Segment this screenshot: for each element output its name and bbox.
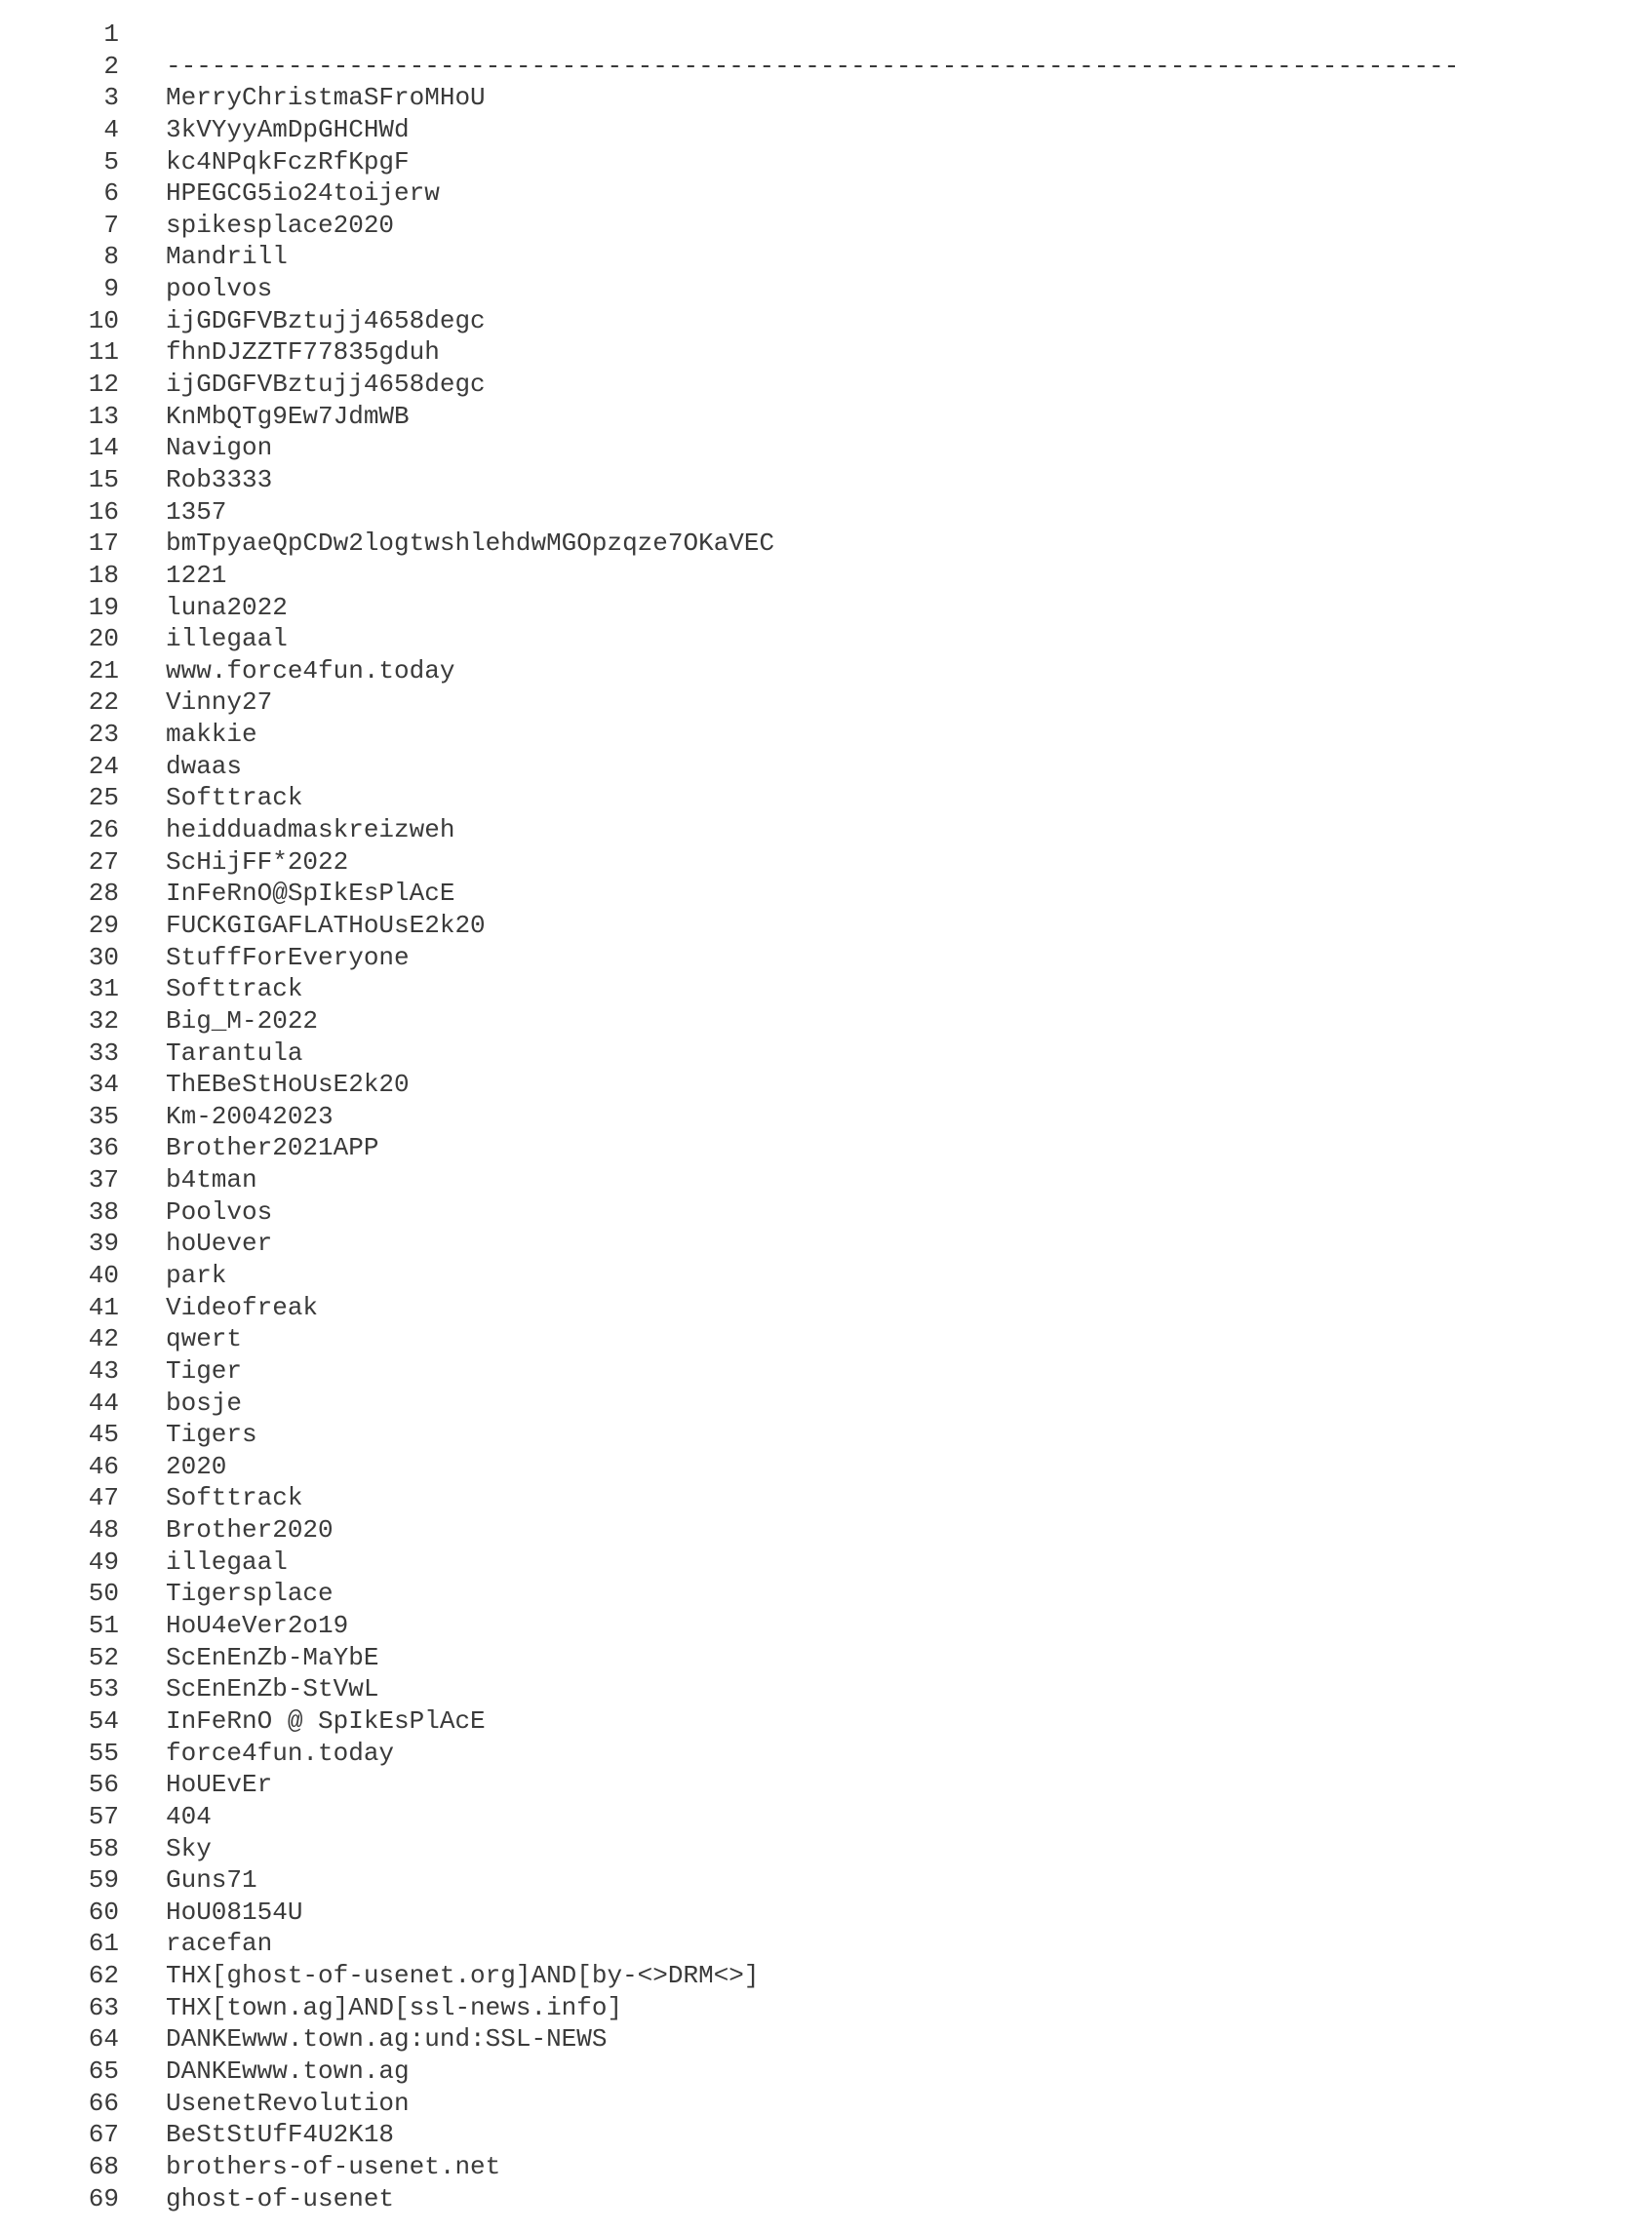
text-line — [0, 432, 1652, 464]
text-line — [0, 1738, 1652, 1770]
text-line — [0, 1388, 1652, 1420]
text-line — [0, 336, 1652, 369]
text-line — [0, 1578, 1652, 1610]
line-text: hoUever — [166, 1229, 273, 1259]
line-text: spikesplace2020 — [166, 210, 395, 240]
text-line — [0, 686, 1652, 719]
line-number: 28 — [88, 879, 119, 909]
line-number: 42 — [88, 1324, 119, 1354]
text-line — [0, 1038, 1652, 1070]
text-line — [0, 401, 1652, 433]
text-line — [0, 1705, 1652, 1738]
line-number: 21 — [88, 655, 119, 685]
line-text: Km-20042023 — [166, 1101, 334, 1131]
line-number: 10 — [88, 305, 119, 335]
line-number: 34 — [88, 1070, 119, 1100]
line-number: 61 — [88, 1929, 119, 1959]
line-number: 24 — [88, 751, 119, 781]
line-number: 60 — [88, 1897, 119, 1927]
text-line — [0, 846, 1652, 879]
text-line — [0, 2056, 1652, 2088]
text-line — [0, 1673, 1652, 1705]
text-line — [0, 2119, 1652, 2151]
line-number: 6 — [103, 178, 119, 209]
text-line — [0, 464, 1652, 496]
line-text: heidduadmaskreizweh — [166, 815, 455, 845]
text-line — [0, 273, 1652, 305]
line-number: 44 — [88, 1388, 119, 1418]
text-line — [0, 2088, 1652, 2120]
text-line — [0, 719, 1652, 751]
line-number: 2 — [103, 51, 119, 81]
line-text: ThEBeStHoUsE2k20 — [166, 1070, 410, 1100]
line-text: Sky — [166, 1833, 212, 1863]
line-number: 40 — [88, 1260, 119, 1290]
line-number: 37 — [88, 1165, 119, 1195]
line-number: 41 — [88, 1292, 119, 1322]
line-number: 69 — [88, 2183, 119, 2213]
line-text: 1221 — [166, 560, 227, 590]
text-line — [0, 528, 1652, 560]
line-text: illegaal — [166, 624, 288, 654]
line-text: MerryChristmaSFroMHoU — [166, 83, 486, 113]
text-line — [0, 1355, 1652, 1388]
text-line — [0, 942, 1652, 974]
text-line — [0, 1101, 1652, 1133]
line-text: HoUEvEr — [166, 1770, 273, 1800]
line-number: 54 — [88, 1705, 119, 1736]
line-number: 17 — [88, 529, 119, 559]
line-text: bosje — [166, 1388, 243, 1418]
line-number: 39 — [88, 1229, 119, 1259]
text-line — [0, 1897, 1652, 1929]
line-text: BeStStUfF4U2K18 — [166, 2120, 395, 2150]
text-line — [0, 241, 1652, 273]
line-text: UsenetRevolution — [166, 2088, 410, 2118]
text-line — [0, 305, 1652, 337]
text-line — [0, 1514, 1652, 1547]
line-number: 48 — [88, 1515, 119, 1546]
text-line — [0, 1419, 1652, 1451]
line-number: 56 — [88, 1770, 119, 1800]
text-line — [0, 1960, 1652, 1992]
line-number: 4 — [103, 114, 119, 144]
line-number: 25 — [88, 783, 119, 813]
text-line — [0, 560, 1652, 592]
text-line — [0, 1196, 1652, 1229]
line-number: 68 — [88, 2151, 119, 2181]
text-line — [0, 1610, 1652, 1642]
line-number: 46 — [88, 1451, 119, 1481]
line-number: 33 — [88, 1038, 119, 1068]
line-text: THX[ghost-of-usenet.org]AND[by-<>DRM<>] — [166, 1961, 760, 1991]
line-text: THX[town.ag]AND[ssl-news.info] — [166, 1992, 623, 2022]
text-line — [0, 1482, 1652, 1514]
text-line — [0, 19, 1652, 51]
line-number: 50 — [88, 1579, 119, 1609]
line-text: qwert — [166, 1324, 243, 1354]
text-line — [0, 1833, 1652, 1865]
line-number: 53 — [88, 1674, 119, 1704]
text-line — [0, 1451, 1652, 1483]
text-line — [0, 1928, 1652, 1960]
line-number: 47 — [88, 1483, 119, 1513]
line-text: Brother2020 — [166, 1515, 334, 1546]
line-text: FUCKGIGAFLATHoUsE2k20 — [166, 910, 486, 940]
line-text: StuffForEveryone — [166, 942, 410, 972]
line-text: DANKEwww.town.ag:und:SSL-NEWS — [166, 2024, 608, 2055]
line-text: fhnDJZZTF77835gduh — [166, 337, 440, 368]
line-text: Navigon — [166, 433, 273, 463]
line-number: 59 — [88, 1865, 119, 1896]
line-number: 36 — [88, 1133, 119, 1163]
line-text: luna2022 — [166, 592, 288, 622]
line-number: 20 — [88, 624, 119, 654]
line-text: Guns71 — [166, 1865, 257, 1896]
line-number: 58 — [88, 1833, 119, 1863]
line-text: HoU4eVer2o19 — [166, 1611, 349, 1641]
text-line — [0, 1769, 1652, 1801]
line-number: 66 — [88, 2088, 119, 2118]
line-text: bmTpyaeQpCDw2logtwshlehdwMGOpzqze7OKaVEC — [166, 529, 775, 559]
line-number: 11 — [88, 337, 119, 368]
text-line — [0, 1260, 1652, 1292]
line-text: Softtrack — [166, 1483, 303, 1513]
line-text: Vinny27 — [166, 687, 273, 718]
line-number: 49 — [88, 1547, 119, 1577]
line-number: 3 — [103, 83, 119, 113]
line-text: Mandrill — [166, 242, 288, 272]
line-number: 22 — [88, 687, 119, 718]
text-line — [0, 814, 1652, 846]
text-line — [0, 1292, 1652, 1324]
line-text: DANKEwww.town.ag — [166, 2056, 410, 2086]
line-text: poolvos — [166, 274, 273, 304]
text-line — [0, 592, 1652, 624]
line-number: 13 — [88, 401, 119, 431]
text-line — [0, 2183, 1652, 2215]
text-line — [0, 1992, 1652, 2024]
line-text: ijGDGFVBztujj4658degc — [166, 305, 486, 335]
line-number: 31 — [88, 974, 119, 1004]
line-text: KnMbQTg9Ew7JdmWB — [166, 401, 410, 431]
text-line — [0, 655, 1652, 687]
line-text: 404 — [166, 1801, 212, 1831]
line-text: Tarantula — [166, 1038, 303, 1068]
text-line — [0, 2023, 1652, 2056]
text-line — [0, 1323, 1652, 1355]
line-text: b4tman — [166, 1165, 257, 1195]
text-line — [0, 369, 1652, 401]
text-line — [0, 82, 1652, 114]
text-line — [0, 177, 1652, 210]
line-text: force4fun.today — [166, 1738, 395, 1768]
line-number: 19 — [88, 592, 119, 622]
line-text: 3kVYyyAmDpGHCHWd — [166, 114, 410, 144]
text-line — [0, 2151, 1652, 2183]
line-number: 30 — [88, 942, 119, 972]
line-text: Big_M-2022 — [166, 1005, 319, 1036]
line-text: Tiger — [166, 1355, 243, 1386]
line-number: 23 — [88, 720, 119, 750]
line-number: 55 — [88, 1738, 119, 1768]
text-line — [0, 878, 1652, 910]
line-text: ijGDGFVBztujj4658degc — [166, 370, 486, 400]
line-text: Softtrack — [166, 974, 303, 1004]
text-line — [0, 751, 1652, 783]
text-line — [0, 1069, 1652, 1101]
line-text: racefan — [166, 1929, 273, 1959]
line-text: park — [166, 1260, 227, 1290]
text-line — [0, 1228, 1652, 1260]
line-number: 63 — [88, 1992, 119, 2022]
line-text: www.force4fun.today — [166, 655, 455, 685]
line-number: 9 — [103, 274, 119, 304]
line-text: InFeRnO @ SpIkEsPlAcE — [166, 1705, 486, 1736]
line-number: 26 — [88, 815, 119, 845]
line-text: ScEnEnZb-StVwL — [166, 1674, 379, 1704]
text-line — [0, 1005, 1652, 1038]
text-line — [0, 1164, 1652, 1196]
text-line — [0, 782, 1652, 814]
line-text: HoU08154U — [166, 1897, 303, 1927]
line-text: ------------------------------------------------------------------------------------- — [166, 51, 1460, 81]
line-text: dwaas — [166, 751, 243, 781]
line-text: makkie — [166, 720, 257, 750]
text-line — [0, 114, 1652, 146]
line-text: InFeRnO@SpIkEsPlAcE — [166, 879, 455, 909]
line-number: 29 — [88, 910, 119, 940]
line-text: Brother2021APP — [166, 1133, 379, 1163]
line-text: 1357 — [166, 496, 227, 527]
line-text: kc4NPqkFczRfKpgF — [166, 146, 410, 176]
line-number: 12 — [88, 370, 119, 400]
line-text: ScEnEnZb-MaYbE — [166, 1642, 379, 1672]
line-text: Softtrack — [166, 783, 303, 813]
line-number: 32 — [88, 1005, 119, 1036]
line-number: 14 — [88, 433, 119, 463]
line-text: ScHijFF*2022 — [166, 846, 349, 877]
line-numbered-listing — [0, 19, 1652, 2214]
line-number: 5 — [103, 146, 119, 176]
line-text: illegaal — [166, 1547, 288, 1577]
line-number: 51 — [88, 1611, 119, 1641]
line-number: 1 — [103, 20, 119, 49]
line-text: ghost-of-usenet — [166, 2183, 395, 2213]
text-line — [0, 1864, 1652, 1897]
line-number: 45 — [88, 1420, 119, 1450]
line-number: 57 — [88, 1801, 119, 1831]
line-text: Poolvos — [166, 1196, 273, 1227]
line-number: 38 — [88, 1196, 119, 1227]
line-text: HPEGCG5io24toijerw — [166, 178, 440, 209]
line-number: 67 — [88, 2120, 119, 2150]
line-text: Tigersplace — [166, 1579, 334, 1609]
line-number: 64 — [88, 2024, 119, 2055]
line-number: 43 — [88, 1355, 119, 1386]
text-line — [0, 51, 1652, 83]
text-line — [0, 1801, 1652, 1833]
line-number: 15 — [88, 464, 119, 494]
line-text: brothers-of-usenet.net — [166, 2151, 501, 2181]
line-text: Videofreak — [166, 1292, 319, 1322]
text-line — [0, 910, 1652, 942]
text-line — [0, 496, 1652, 529]
text-line — [0, 210, 1652, 242]
text-line — [0, 1132, 1652, 1164]
line-number: 35 — [88, 1101, 119, 1131]
text-line — [0, 623, 1652, 655]
line-number: 7 — [103, 210, 119, 240]
line-number: 8 — [103, 242, 119, 272]
text-line — [0, 1642, 1652, 1674]
text-line — [0, 146, 1652, 178]
line-number: 27 — [88, 846, 119, 877]
line-text: Tigers — [166, 1420, 257, 1450]
text-line — [0, 973, 1652, 1005]
line-number: 16 — [88, 496, 119, 527]
line-number: 52 — [88, 1642, 119, 1672]
text-line — [0, 1547, 1652, 1579]
line-text: Rob3333 — [166, 464, 273, 494]
line-number: 65 — [88, 2056, 119, 2086]
line-text: 2020 — [166, 1451, 227, 1481]
line-number: 18 — [88, 560, 119, 590]
line-number: 62 — [88, 1961, 119, 1991]
